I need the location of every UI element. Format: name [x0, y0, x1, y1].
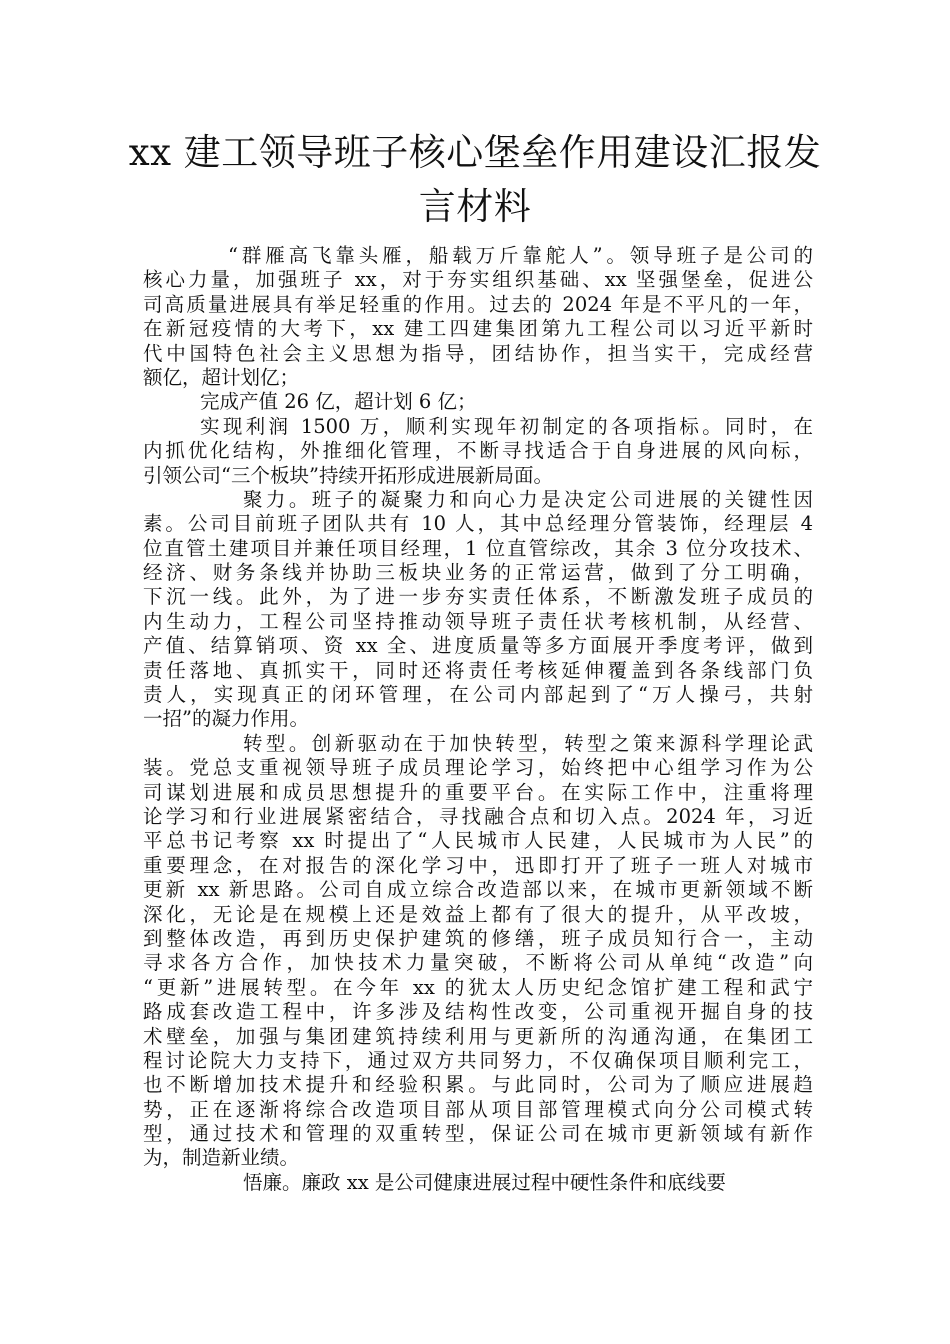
paragraph-line: 也不断增加技术提升和经验积累。与此同时，公司为了顺应进展趋 — [143, 1073, 813, 1097]
paragraph-line: 完成产值 26 亿，超计划 6 亿； — [200, 390, 477, 414]
paragraph-line: 寻求各方合作，加快技术力量突破，不断将公司从单纯“改造”向 — [143, 951, 813, 975]
paragraph-line: 装。党总支重视领导班子成员理论学习，始终把中心组学习作为公 — [143, 756, 813, 780]
paragraph-line: 型，通过技术和管理的双重转型，保证公司在城市更新领域有新作 — [143, 1122, 813, 1146]
paragraph-line: 更新 xx 新思路。公司自成立综合改造部以来，在城市更新领域不断 — [143, 878, 813, 902]
paragraph-line: 程讨论院大力支持下，通过双方共同努力，不仅确保项目顺利完工， — [143, 1048, 813, 1072]
paragraph-line: 聚力。班子的凝聚力和向心力是决定公司进展的关键性因 — [243, 487, 813, 511]
paragraph-line: 实现利润 1500 万，顺利实现年初制定的各项指标。同时，在 — [200, 414, 813, 438]
paragraph-line: 经济、财务条线并协助三板块业务的正常运营，做到了分工明确， — [143, 561, 813, 585]
paragraph-line: 为，制造新业绩。 — [143, 1146, 300, 1170]
paragraph-line: 下沉一线。此外，为了进一步夯实责任体系，不断激发班子成员的 — [143, 585, 813, 609]
paragraph-line: 位直管土建项目并兼任项目经理，1 位直管综改，其余 3 位分攻技术、 — [143, 536, 813, 560]
paragraph-line: 引领公司“三个板块”持续开拓形成进展新局面。 — [143, 463, 553, 487]
title-line: xx 建工领导班子核心堡垒作用建设汇报发 — [128, 131, 822, 174]
paragraph-line: 势，正在逐渐将综合改造项目部从项目部管理模式向分公司模式转 — [143, 1097, 813, 1121]
paragraph-line: 素。公司目前班子团队共有 10 人，其中总经理分管装饰，经理层 4 — [143, 512, 813, 536]
paragraph-line: 术壁垒，加强与集团建筑持续利用与更新所的沟通沟通，在集团工 — [143, 1024, 813, 1048]
paragraph-line: 悟廉。廉政 xx 是公司健康进展过程中硬性条件和底线要 — [243, 1170, 726, 1194]
paragraph-line: 司谋划进展和成员思想提升的重要平台。在实际工作中，注重将理 — [143, 780, 813, 804]
document-body — [143, 244, 813, 1195]
paragraph-line: 重要理念，在对报告的深化学习中，迅即打开了班子一班人对城市 — [143, 853, 813, 877]
paragraph-line: 内抓优化结构，外推细化管理，不断寻找适合于自身进展的风向标， — [143, 439, 813, 463]
paragraph-line: 司高质量进展具有举足轻重的作用。过去的 2024 年是不平凡的一年， — [143, 292, 813, 316]
paragraph-line: “群雁高飞靠头雁，船载万斤靠舵人”。领导班子是公司的 — [228, 244, 813, 267]
paragraph-line: 一招”的凝力作用。 — [143, 707, 309, 731]
paragraph-line: 额亿，超计划亿； — [143, 365, 300, 389]
paragraph-line: 路成套改造工程中，许多涉及结构性改变，公司重视开掘自身的技 — [143, 1000, 813, 1024]
paragraph-line: 在新冠疫情的大考下，xx 建工四建集团第九工程公司以习近平新时 — [143, 317, 813, 341]
paragraph-line: 责人，实现真正的闭环管理，在公司内部起到了“万人操弓，共射 — [143, 683, 813, 707]
paragraph-line: 深化，无论是在规模上还是效益上都有了很大的提升，从平改坡， — [143, 902, 813, 926]
title-line: 言材料 — [418, 185, 532, 228]
paragraph-line: 到整体改造，再到历史保护建筑的修缮，班子成员知行合一，主动 — [143, 926, 813, 950]
paragraph-line: “更新”进展转型。在今年 xx 的犹太人历史纪念馆扩建工程和武宁 — [143, 975, 813, 999]
paragraph-line: 核心力量，加强班子 xx，对于夯实组织基础、xx 坚强堡垒，促进公 — [143, 268, 813, 292]
paragraph-line: 内生动力，工程公司坚持推动领导班子责任状考核机制，从经营、 — [143, 609, 813, 633]
paragraph-line: 转型。创新驱动在于加快转型，转型之策来源科学理论武 — [243, 731, 813, 755]
paragraph-line: 责任落地、真抓实干，同时还将责任考核延伸覆盖到各条线部门负 — [143, 658, 813, 682]
document-title — [120, 126, 830, 234]
paragraph-line: 论学习和行业进展紧密结合，寻找融合点和切入点。2024 年，习近 — [143, 804, 813, 828]
paragraph-line: 产值、结算销项、资 xx 全、进度质量等多方面展开季度考评，做到 — [143, 634, 813, 658]
paragraph-line: 代中国特色社会主义思想为指导，团结协作，担当实干，完成经营 — [143, 341, 813, 365]
paragraph-line: 平总书记考察 xx 时提出了“人民城市人民建，人民城市为人民”的 — [143, 829, 813, 853]
